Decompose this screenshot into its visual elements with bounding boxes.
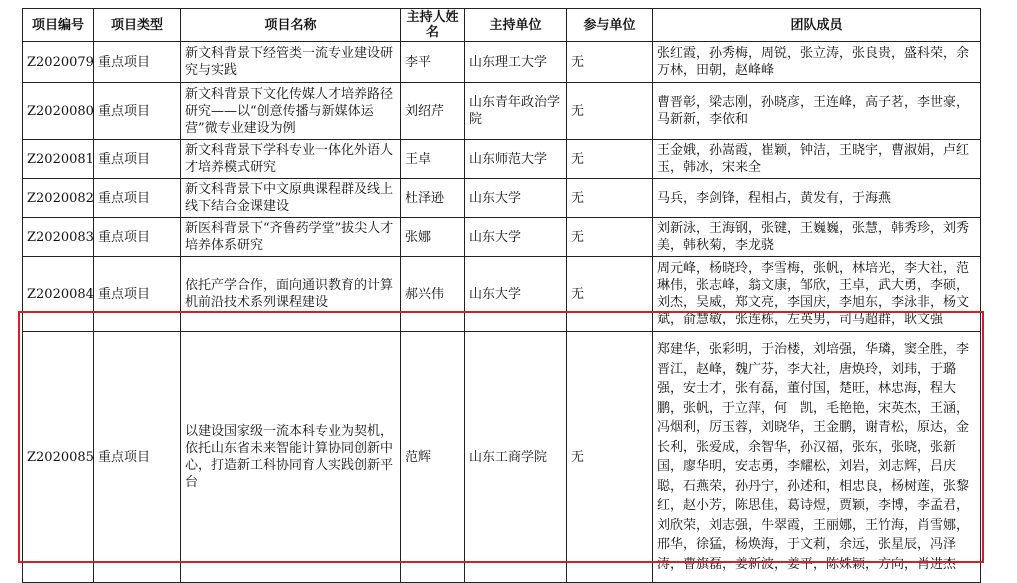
table-header-row [23,9,981,42]
header-partner-unit: 参与单位 [567,9,653,42]
table-row [23,140,981,179]
partner-unit-cell: 无 [567,332,653,583]
project-type-cell: 重点项目 [94,42,181,83]
host-name-cell: 李平 [401,42,465,83]
project-id-cell: Z2020085 [23,332,94,583]
table-row [23,218,981,257]
project-type-cell: 重点项目 [94,140,181,179]
table-row [23,42,981,83]
host-name-cell: 张娜 [401,218,465,257]
table-row [23,83,981,140]
partner-unit-cell: 无 [567,42,653,83]
team-members-cell: 郑建华，张彩明，于治楼，刘培强，华璘，窦全胜，李晋江，赵峰，魏广芬，李大社，唐焕玲，刘玮，于璐强，安士才，张有磊，董付国，楚旺，林忠海，程大鹏，张帆，于立萍，何 凯，毛艳艳，宋英杰，王涵，冯烟利，厉玉蓉，刘晓华，王金鹏，谢青松，原达，金长利，张爱成，余智华，孙汉福，张东，张晓，张新国，廖华明，安志勇，李耀松，刘岩，刘志辉，吕庆聪，石燕荣，孙丹宁，孙述和，相忠良，杨树莲，张黎红，赵小芳，陈思佳，葛诗煜，贾颖，李博，李孟君，刘欣荣，刘志强，牛翠霞，王丽娜，王竹海，肖雪娜，邢华，徐猛，杨焕海，于文莉，余远，张星辰，冯泽涛，曹旗磊，姜新波，姜平，陈姝颖，方向，肖进杰 [653,332,981,583]
team-members-cell: 刘新泳，王海钢，张键，王巍巍，张慧，韩秀珍，刘秀美，韩秋菊，李龙骁 [653,218,981,257]
team-members-cell: 曹晋彰，梁志刚，孙晓彦，王连峰，高子茗，李世豪，马新新，李依和 [653,83,981,140]
project-type-cell: 重点项目 [94,257,181,332]
host-unit-cell: 山东大学 [465,257,567,332]
project-name-cell: 依托产学合作，面向通识教育的计算机前沿技术系列课程建设 [181,257,401,332]
project-name-cell: 新文科背景下文化传媒人才培养路径研究——以“创意传播与新媒体运营”微专业建设为例 [181,83,401,140]
project-type-cell: 重点项目 [94,332,181,583]
host-name-cell: 范辉 [401,332,465,583]
team-members-cell: 马兵，李剑锋，程相占，黄发有，于海燕 [653,179,981,218]
table-row [23,179,981,218]
team-members-cell: 周元峰，杨晓玲，李雪梅，张帆，林培光，李大社，范琳伟，张志峰，翁文康，邹欣，王卓，武大勇，李硕，刘杰，吴威，郑文亮，李国庆，李旭东，李泳非，杨文斌，俞慧敏，张连栋，左英男，司马超群，耿文强 [653,257,981,332]
header-host-name: 主持人姓名 [401,9,465,42]
project-type-cell: 重点项目 [94,179,181,218]
project-name-cell: 新医科背景下“齐鲁药学堂”拔尖人才培养体系研究 [181,218,401,257]
project-name-cell: 新文科背景下中文原典课程群及线上线下结合金课建设 [181,179,401,218]
project-type-cell: 重点项目 [94,83,181,140]
project-name-cell: 以建设国家级一流本科专业为契机，依托山东省未来智能计算协同创新中心，打造新工科协同育人实践创新平台 [181,332,401,583]
project-id-cell: Z2020080 [23,83,94,140]
host-name-cell: 郝兴伟 [401,257,465,332]
project-id-cell: Z2020084 [23,257,94,332]
partner-unit-cell: 无 [567,140,653,179]
host-name-cell: 王卓 [401,140,465,179]
header-host-unit: 主持单位 [465,9,567,42]
project-table [22,8,981,583]
header-project-id: 项目编号 [23,9,94,42]
table-row [23,257,981,332]
partner-unit-cell: 无 [567,257,653,332]
project-id-cell: Z2020079 [23,42,94,83]
team-members-cell: 王金娥，孙嵩霞，崔颖，钟洁，王晓宇，曹淑娟，卢红玉，韩冰，宋来全 [653,140,981,179]
host-unit-cell: 山东大学 [465,218,567,257]
host-unit-cell: 山东青年政治学院 [465,83,567,140]
host-name-cell: 杜泽逊 [401,179,465,218]
project-name-cell: 新文科背景下学科专业一体化外语人才培养模式研究 [181,140,401,179]
partner-unit-cell: 无 [567,83,653,140]
project-name-cell: 新文科背景下经管类一流专业建设研究与实践 [181,42,401,83]
project-id-cell: Z2020082 [23,179,94,218]
header-project-name: 项目名称 [181,9,401,42]
table-row-highlighted [23,332,981,583]
host-unit-cell: 山东理工大学 [465,42,567,83]
team-members-cell: 张红霞，孙秀梅，周锐，张立涛，张良贵，盛科荣，余万林，田朝，赵峰峰 [653,42,981,83]
project-id-cell: Z2020083 [23,218,94,257]
header-team-members: 团队成员 [653,9,981,42]
partner-unit-cell: 无 [567,179,653,218]
host-name-cell: 刘绍芹 [401,83,465,140]
partner-unit-cell: 无 [567,218,653,257]
project-id-cell: Z2020081 [23,140,94,179]
project-type-cell: 重点项目 [94,218,181,257]
host-unit-cell: 山东师范大学 [465,140,567,179]
host-unit-cell: 山东工商学院 [465,332,567,583]
host-unit-cell: 山东大学 [465,179,567,218]
header-project-type: 项目类型 [94,9,181,42]
